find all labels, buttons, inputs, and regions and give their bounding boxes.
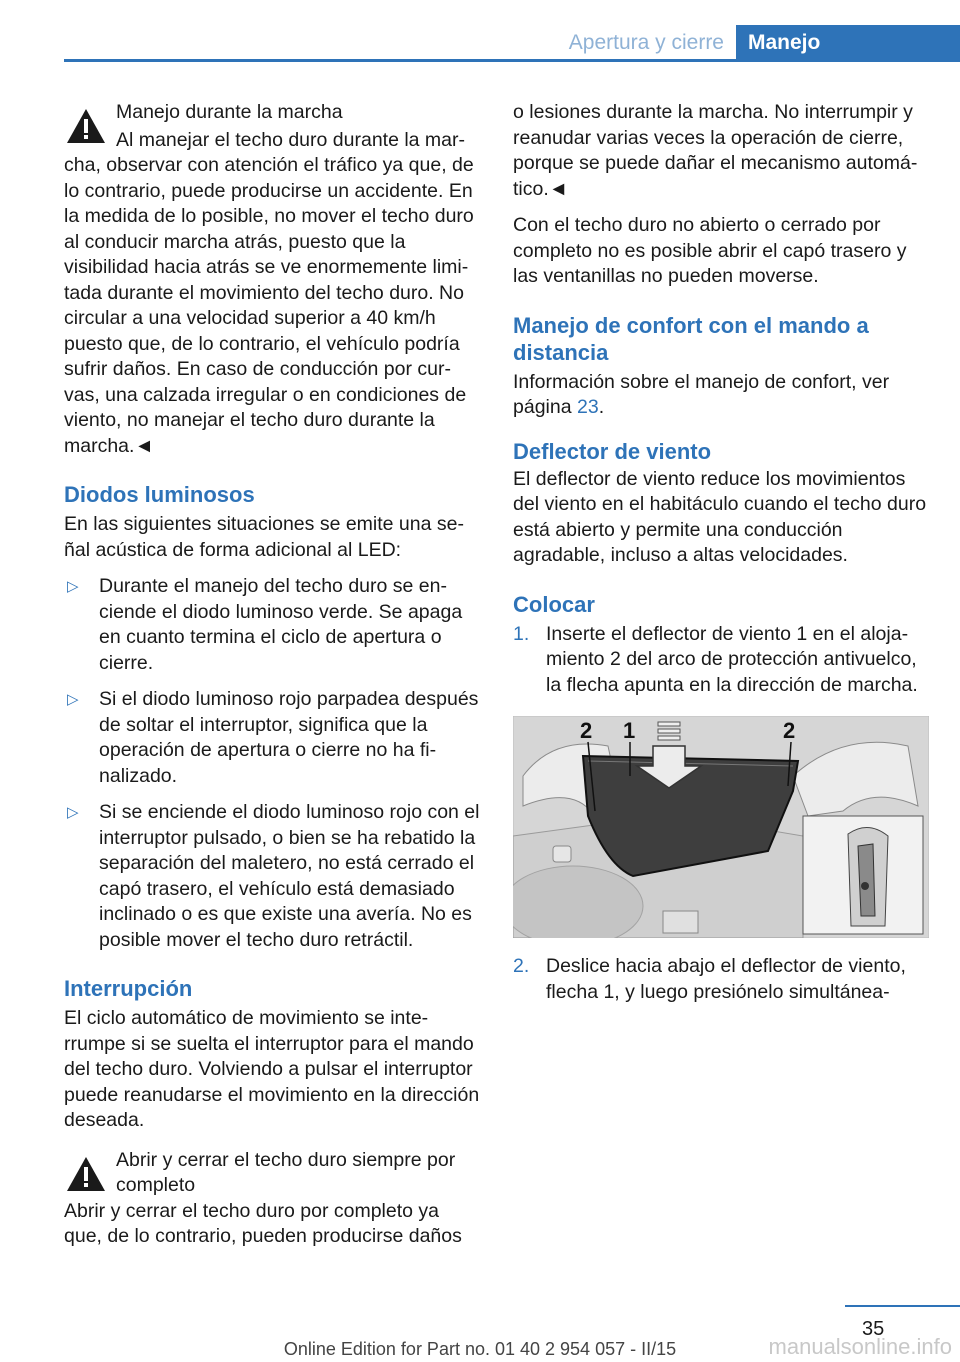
list-item-text: Si el diodo luminoso rojo parpadea después de soltar el interruptor, significa que la operación de apertura o cierre no ha finalizado. bbox=[99, 688, 479, 787]
warning-body: Al manejar el techo duro durante la marcha, observar con atención el tráfico ya que, de lo contrario, puede producirse un accidente. En la medida de lo posible, no mover el techo duro al conducir marcha atrás, puesto que la visibilidad hacia atrás se ve enormemente limitada durante el movimiento del techo duro. No circular a una velocidad superior a 40 km/h puesto que, de lo contrario, el vehículo podría sufrir daños. En caso de conducción por curvas, una calzada irregular o en condiciones de viento, no manejar el techo duro durante la marcha.◄ bbox=[64, 128, 474, 457]
step-text: Inserte el deflector de viento 1 en el alojamiento 2 del arco de protección antivuelco, la flecha apunta en la dirección de marcha. bbox=[546, 622, 918, 696]
interruption-body: El ciclo automático de movimiento se interrumpe si se suelta el interruptor para el mando del techo duro. Volviendo a pulsar el interruptor puede reanudarse el movimiento en la dirección deseada. bbox=[64, 1007, 480, 1131]
right-column bbox=[513, 100, 931, 1015]
list-item bbox=[64, 800, 480, 953]
footer-rule bbox=[845, 1305, 960, 1307]
place-steps-continued bbox=[513, 954, 931, 1005]
left-column bbox=[64, 100, 480, 1261]
warning-title: Abrir y cerrar el techo duro siempre por completo bbox=[116, 1148, 456, 1196]
leds-heading: Diodos luminosos bbox=[64, 482, 255, 507]
list-item bbox=[513, 622, 931, 699]
list-item bbox=[64, 574, 480, 676]
triangle-bullet-icon: ▷ bbox=[67, 691, 79, 708]
list-item bbox=[513, 954, 931, 1005]
page-header bbox=[0, 25, 960, 62]
warning-driving bbox=[64, 100, 480, 459]
note-text: Con el techo duro no abierto o cerrado por completo no es posible abrir el capó trasero y las ventanillas no pueden moverse. bbox=[513, 214, 907, 287]
page-link[interactable]: 23 bbox=[576, 396, 599, 418]
comfort-text: Información sobre el manejo de confort, ver página bbox=[513, 370, 890, 418]
step-text: Deslice hacia abajo el deflector de viento, flecha 1, y luego presiónelo simultánea- bbox=[546, 955, 906, 1003]
warning-title: Manejo durante la marcha bbox=[116, 101, 343, 123]
step-number: 2. bbox=[513, 955, 530, 977]
warning-complete bbox=[64, 1148, 480, 1250]
comfort-body bbox=[513, 370, 931, 421]
page-number: 35 bbox=[862, 1318, 885, 1340]
place-steps bbox=[513, 622, 931, 699]
step-number: 1. bbox=[513, 622, 530, 645]
header-rule bbox=[64, 59, 960, 62]
list-item-text: Durante el manejo del techo duro se enciende el diodo luminoso verde. Se apaga en cuanto termina el ciclo de apertura o cierre. bbox=[99, 575, 463, 674]
leds-list bbox=[64, 574, 480, 953]
list-item bbox=[64, 687, 480, 789]
footer-edition: Online Edition for Part no. 01 40 2 954 057 - II/15 bbox=[283, 1339, 677, 1359]
list-item-text: Si se enciende el diodo luminoso rojo con el interruptor pulsado, o bien se ha rebatido la separación del maletero, no está cerrado el capó trasero, el vehículo está demasiado inclinado o es que existe una avería. No es posible mover el techo duro retráctil. bbox=[99, 801, 480, 951]
section-tab[interactable]: Apertura y cierre bbox=[568, 31, 724, 54]
continued-text: o lesiones durante la marcha. No interrumpir y reanudar varias veces la operación de cierre, porque se puede dañar el mecanismo automático.◄ bbox=[513, 101, 918, 200]
deflector-heading: Deflector de viento bbox=[513, 438, 712, 464]
figure-label: 2 bbox=[580, 718, 593, 743]
warning-triangle-icon bbox=[66, 1156, 106, 1192]
place-heading: Colocar bbox=[513, 591, 595, 617]
figure-label: 2 bbox=[783, 718, 796, 743]
leds-intro: En las siguientes situaciones se emite una señal acústica de forma adicional al LED: bbox=[64, 513, 464, 561]
figure-label: 1 bbox=[623, 718, 636, 743]
chapter-tab[interactable]: Manejo bbox=[736, 25, 960, 62]
deflector-body: El deflector de viento reduce los movimientos del viento en el habitáculo cuando el techo duro está abierto y permite una conducción agradable, incluso a altas velocidades. bbox=[513, 467, 927, 566]
deflector-figure bbox=[513, 716, 929, 938]
comfort-suffix: . bbox=[598, 396, 605, 418]
triangle-bullet-icon: ▷ bbox=[67, 578, 79, 595]
watermark: manualsonline.info bbox=[768, 1334, 952, 1359]
interruption-heading: Interrupción bbox=[64, 976, 193, 1001]
warning-body: Abrir y cerrar el techo duro por completo ya que, de lo contrario, pueden producirse daños bbox=[64, 1199, 462, 1247]
warning-triangle-icon bbox=[66, 108, 106, 144]
wind-deflector-illustration bbox=[513, 716, 929, 938]
comfort-heading: Manejo de confort con el mando a distancia bbox=[513, 312, 869, 365]
triangle-bullet-icon: ▷ bbox=[67, 804, 79, 821]
